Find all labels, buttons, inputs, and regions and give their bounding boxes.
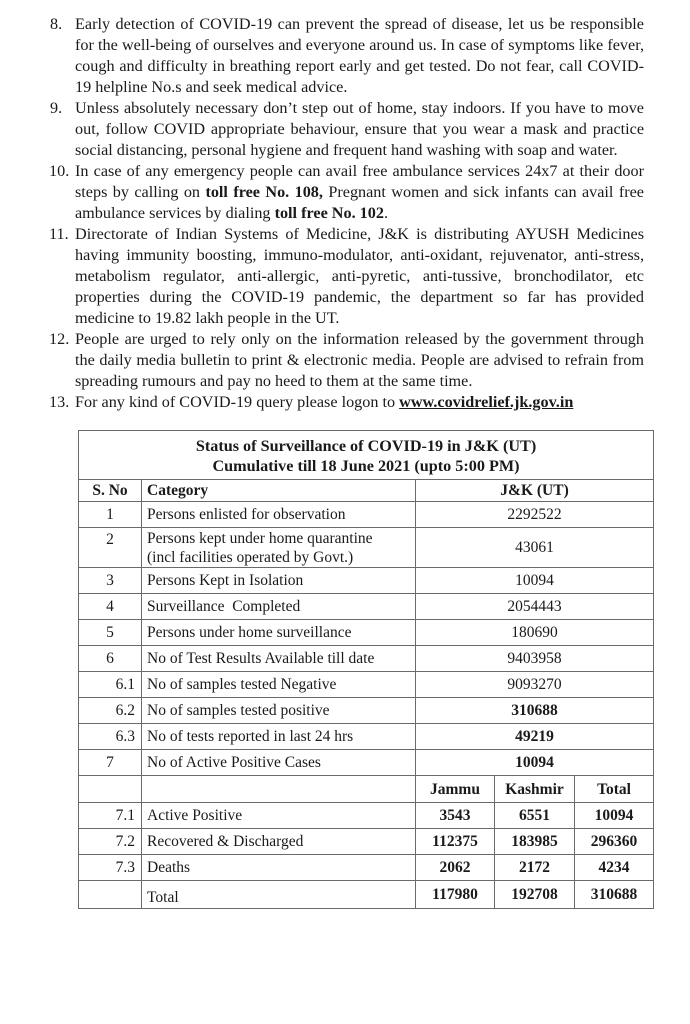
item-text: Unless absolutely necessary don’t step out of home, stay indoors. If you have to move out, follow COVID appropriate behaviour, ensure that you wear a mask and practice social distancing, personal hygiene and frequent hand washing with soap and water. xyxy=(75,99,644,159)
item-text: For any kind of COVID-19 query please logon to xyxy=(75,393,400,411)
item-text: In case of any emergency people can avail free ambulance services 24x7 at their door steps by calling on xyxy=(75,162,644,201)
table-title-line2: Cumulative till 18 June 2021 (upto 5:00 PM) xyxy=(212,456,520,475)
cell-sno: 6.1 xyxy=(79,672,142,698)
header-sno: S. No xyxy=(79,480,142,502)
cell-value: 9093270 xyxy=(416,672,654,698)
item-text: . xyxy=(383,204,389,222)
item-number: 10. xyxy=(49,162,70,180)
item-number: 11. xyxy=(49,225,69,243)
table-header-row xyxy=(79,480,654,502)
advisory-item-8 xyxy=(50,14,644,98)
cell-total: 4234 xyxy=(575,855,654,881)
table-row xyxy=(79,528,654,568)
cell-total: 10094 xyxy=(575,803,654,829)
advisory-item-10 xyxy=(50,161,644,224)
table-row xyxy=(79,594,654,620)
cell-value: 43061 xyxy=(416,528,654,568)
cell-value: 49219 xyxy=(416,724,654,750)
cell-category: No of Active Positive Cases xyxy=(142,750,416,776)
table-row xyxy=(79,646,654,672)
header-jammu: Jammu xyxy=(416,776,495,803)
item-text: Directorate of Indian Systems of Medicine, J&K is distributing AYUSH Medicines having immunity boosting, immuno-modulator, anti-oxidant, rejuvenator, anti-stress, metabolism regulator, anti-allergic, anti-pyretic, anti-tussive, bronchodilator, etc properties during the COVID-19 pandemic, the department so far has provided medicine to 19.82 lakh people in the UT. xyxy=(75,225,644,327)
cell-jammu: 3543 xyxy=(416,803,495,829)
cell-category: Active Positive xyxy=(142,803,416,829)
cell-category: Total xyxy=(142,881,416,909)
table-total-row xyxy=(79,881,654,909)
cell-sno: 3 xyxy=(79,568,142,594)
cell-sno: 7 xyxy=(79,750,142,776)
advisory-item-13 xyxy=(50,392,644,413)
item-number: 13. xyxy=(49,393,70,411)
header-jk-ut: J&K (UT) xyxy=(416,480,654,502)
item-number: 12. xyxy=(49,330,70,348)
header-total: Total xyxy=(575,776,654,803)
advisory-item-11 xyxy=(50,224,644,329)
cell-category: Recovered & Discharged xyxy=(142,829,416,855)
cell-category xyxy=(142,528,416,568)
cell-value: 2054443 xyxy=(416,594,654,620)
table-row xyxy=(79,803,654,829)
cell-jammu: 112375 xyxy=(416,829,495,855)
cell-category: No of samples tested Negative xyxy=(142,672,416,698)
cell-sno xyxy=(79,881,142,909)
cell-kashmir: 183985 xyxy=(495,829,575,855)
cell-jammu: 2062 xyxy=(416,855,495,881)
cell-category: Persons Kept in Isolation xyxy=(142,568,416,594)
table-row xyxy=(79,855,654,881)
cell-sno: 6.2 xyxy=(79,698,142,724)
advisory-item-12 xyxy=(50,329,644,392)
cell-empty xyxy=(142,776,416,803)
table-row xyxy=(79,568,654,594)
region-header-row xyxy=(79,776,654,803)
advisory-item-9 xyxy=(50,98,644,161)
cell-value: 10094 xyxy=(416,750,654,776)
cell-kashmir: 6551 xyxy=(495,803,575,829)
cell-sno: 5 xyxy=(79,620,142,646)
cell-sno: 6 xyxy=(79,646,142,672)
cell-sno: 4 xyxy=(79,594,142,620)
table-title-line1: Status of Surveillance of COVID-19 in J&K (UT) xyxy=(195,436,537,455)
cell-category: Deaths xyxy=(142,855,416,881)
advisory-list xyxy=(50,14,644,413)
cell-value: 9403958 xyxy=(416,646,654,672)
table-title xyxy=(79,431,654,480)
cell-sno: 1 xyxy=(79,502,142,528)
table-row xyxy=(79,750,654,776)
item-text: Pregnant women and sick infants can avail free ambulance services by dialing xyxy=(75,183,644,222)
table-row xyxy=(79,829,654,855)
cell-kashmir: 2172 xyxy=(495,855,575,881)
cell-sno: 6.3 xyxy=(79,724,142,750)
header-category: Category xyxy=(142,480,416,502)
table-row xyxy=(79,620,654,646)
header-kashmir: Kashmir xyxy=(495,776,575,803)
table-row xyxy=(79,698,654,724)
table-row xyxy=(79,672,654,698)
cell-category: Persons under home surveillance xyxy=(142,620,416,646)
cell-sno: 2 xyxy=(79,528,142,568)
cell-value: 180690 xyxy=(416,620,654,646)
cell-total: 310688 xyxy=(575,881,654,909)
cell-category: No of Test Results Available till date xyxy=(142,646,416,672)
cell-jammu: 117980 xyxy=(416,881,495,909)
cell-sno: 7.2 xyxy=(79,829,142,855)
cell-value: 2292522 xyxy=(416,502,654,528)
cell-kashmir: 192708 xyxy=(495,881,575,909)
surveillance-status-table xyxy=(78,430,654,909)
toll-free-108: toll free No. 108, xyxy=(205,183,323,201)
item-text: Early detection of COVID-19 can prevent the spread of disease, let us be responsible for the well-being of ourselves and everyone around us. In case of symptoms like fever, cough and difficulty in breathing report early and get tested. Do not fear, call COVID-19 helpline No.s and seek medical advice. xyxy=(75,15,644,96)
table-row xyxy=(79,502,654,528)
item-number: 8. xyxy=(50,15,63,33)
item-number: 9. xyxy=(50,99,63,117)
cell-sno: 7.3 xyxy=(79,855,142,881)
cell-category: No of samples tested positive xyxy=(142,698,416,724)
cell-sno: 7.1 xyxy=(79,803,142,829)
cell-value: 310688 xyxy=(416,698,654,724)
cell-empty xyxy=(79,776,142,803)
cell-category: No of tests reported in last 24 hrs xyxy=(142,724,416,750)
item-text: People are urged to rely only on the information released by the government through the daily media bulletin to print & electronic media. People are advised to refrain from spreading rumours and pay no heed to them at the same time. xyxy=(75,330,644,390)
cell-total: 296360 xyxy=(575,829,654,855)
cell-category: Persons enlisted for observation xyxy=(142,502,416,528)
toll-free-102: toll free No. 102 xyxy=(274,204,384,222)
cell-value: 10094 xyxy=(416,568,654,594)
cell-category: Surveillance Completed xyxy=(142,594,416,620)
category-line1: Persons kept under home quarantine xyxy=(147,529,373,547)
table-row xyxy=(79,724,654,750)
category-line2: (incl facilities operated by Govt.) xyxy=(147,548,354,566)
covidrelief-link[interactable]: www.covidrelief.jk.gov.in xyxy=(399,393,574,411)
